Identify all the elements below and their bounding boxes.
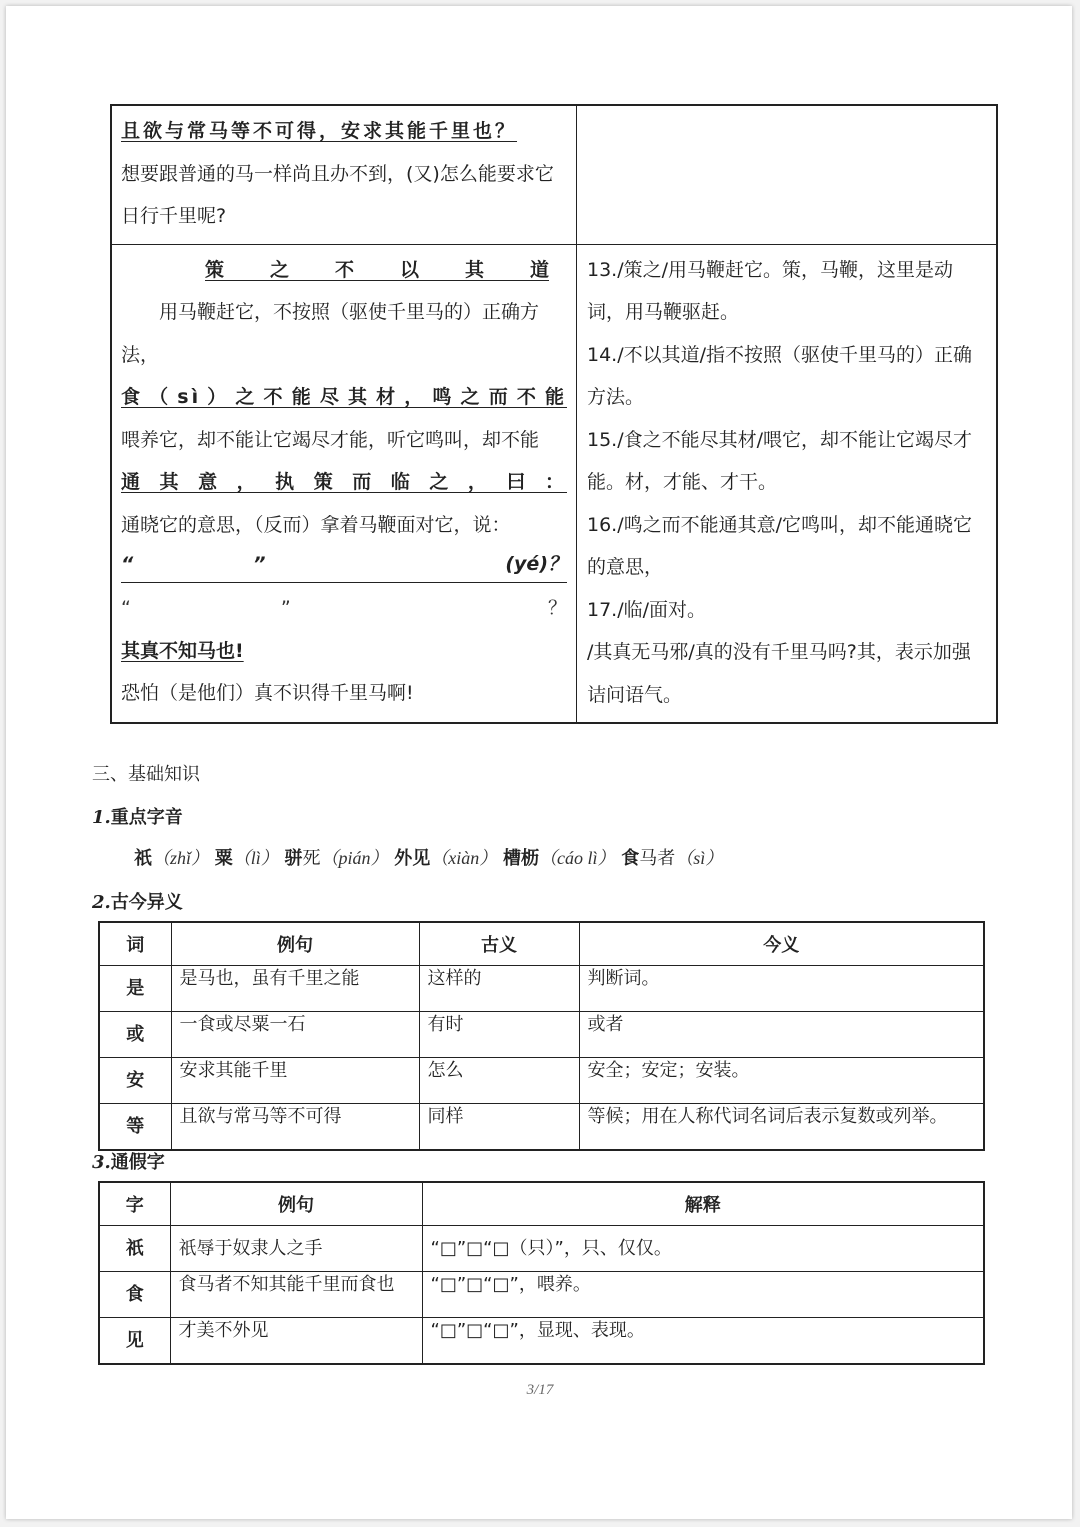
translation-text: 想要跟普通的马一样尚且办不到，(又)怎么能要求它日行千里呢? (121, 162, 554, 227)
table-cell: 等候；用在人称代词名词后表示复数或列举。 (579, 1104, 984, 1151)
column-header: 古义 (419, 922, 579, 966)
note-item: 15./食之不能尽其材/喂它，却不能让它竭尽才能。材，才能、才干。 (587, 428, 973, 493)
table-row (99, 966, 984, 1012)
subsection-title: 2.古今异义 (92, 892, 183, 913)
translation-text: 喂养它，却不能让它竭尽才能，听它鸣叫，却不能 (121, 428, 540, 451)
note-item: 14./不以其道/指不按照（驱使千里马的）正确方法。 (587, 343, 973, 408)
column-header: 例句 (171, 922, 419, 966)
pron-item: 骈死（pián） (284, 848, 389, 869)
table-cell: 是马也，虽有千里之能 (171, 966, 419, 1012)
table-row (99, 1318, 984, 1365)
column-header: 字 (99, 1182, 170, 1226)
table-cell: 是 (99, 966, 171, 1012)
table-cell: 判断词。 (579, 966, 984, 1012)
translation-text: 通晓它的意思，（反而）拿着马鞭面对它，说： (121, 513, 511, 536)
table-cell: 祇 (99, 1226, 170, 1272)
note-item: 13./策之/用马鞭赶它。策，马鞭，这里是动词，用马鞭驱赶。 (587, 258, 954, 323)
original-cell (111, 105, 577, 244)
pron-item: 槽枥（cáo lì） (502, 848, 616, 869)
notes-cell (577, 105, 998, 244)
original-sentence: 其真不知马也! (121, 639, 244, 662)
translation-table (110, 104, 998, 724)
table-cell: 这样的 (419, 966, 579, 1012)
quote-close: ” (280, 597, 291, 619)
column-header: 例句 (170, 1182, 422, 1226)
table-header-row (99, 922, 984, 966)
tongjia-table (98, 1181, 985, 1365)
table-cell: 安全；安定；安装。 (579, 1058, 984, 1104)
table-cell: 才美不外见 (170, 1318, 422, 1365)
column-header: 词 (99, 922, 171, 966)
translation-text: 恐怕（是他们）真不识得千里马啊! (121, 682, 414, 704)
table-row (111, 244, 997, 723)
table-cell: “□”□“□”，喂养。 (422, 1272, 984, 1318)
table-row (99, 1226, 984, 1272)
note-item: /其真无马邪/真的没有千里马吗?其，表示加强诘问语气。 (587, 641, 971, 706)
table-row (99, 1012, 984, 1058)
quote-end: (yé)？ (505, 553, 567, 575)
table-cell: 等 (99, 1104, 171, 1151)
note-item: 17./临/面对。 (587, 598, 707, 621)
pron-item: 祇（zhǐ） (134, 848, 210, 869)
subsection-title: 3.通假字 (92, 1152, 165, 1173)
table-cell: “□”□“□”，显现、表现。 (422, 1318, 984, 1365)
original-sentence: 食（sì）之不能尽其材，鸣之而不能 (121, 386, 567, 408)
table-cell: 安 (99, 1058, 171, 1104)
note-item: 16./鸣之而不能通其意/它鸣叫，却不能通晓它的意思， (587, 513, 973, 578)
column-header: 解释 (422, 1182, 984, 1226)
original-cell (111, 244, 577, 723)
translation-text: 用马鞭赶它，不按照（驱使千里马的）正确方法， (121, 301, 540, 366)
table-cell: 祇辱于奴隶人之手 (170, 1226, 422, 1272)
subsection-title: 1.重点字音 (92, 807, 183, 828)
table-header-row (99, 1182, 984, 1226)
pronunciation-line (134, 844, 723, 870)
table-cell: 见 (99, 1318, 170, 1365)
table-cell: 怎么 (419, 1058, 579, 1104)
table-row (99, 1104, 984, 1151)
table-cell: “□”□“□（只）”，只、仅仅。 (422, 1226, 984, 1272)
table-row (111, 105, 997, 244)
table-row (99, 1058, 984, 1104)
notes-cell (577, 244, 998, 723)
quote-open: “ (121, 597, 131, 619)
table-row (99, 1272, 984, 1318)
table-cell: 有时 (419, 1012, 579, 1058)
section-heading: 策之不以其道 (205, 258, 549, 281)
table-cell: 食 (99, 1272, 170, 1318)
table-cell: 食马者不知其能千里而食也 (170, 1272, 422, 1318)
original-sentence: 通其意，执策而临之，曰： (121, 471, 567, 493)
section-title: 三、基础知识 (92, 764, 200, 785)
original-sentence: 且欲与常马等不可得，安求其能千里也？ (121, 120, 518, 142)
fill-blank-line (121, 546, 567, 583)
table-cell: 且欲与常马等不可得 (171, 1104, 419, 1151)
table-cell: 或者 (579, 1012, 984, 1058)
pron-item: 粟（lì） (214, 848, 279, 869)
quote-open: “ (121, 553, 134, 575)
table-cell: 或 (99, 1012, 171, 1058)
table-cell: 安求其能千里 (171, 1058, 419, 1104)
gujin-table (98, 921, 985, 1151)
quote-close: ” (253, 553, 266, 575)
pron-item: 外见（xiàn） (394, 848, 498, 869)
table-cell: 一食或尽粟一石 (171, 1012, 419, 1058)
page-number: 3/17 (526, 1382, 554, 1398)
column-header: 今义 (579, 922, 984, 966)
quote-end: ？ (547, 597, 567, 619)
fill-blank-line (121, 587, 567, 630)
table-cell: 同样 (419, 1104, 579, 1151)
pron-item: 食马者（sì） (621, 848, 724, 869)
